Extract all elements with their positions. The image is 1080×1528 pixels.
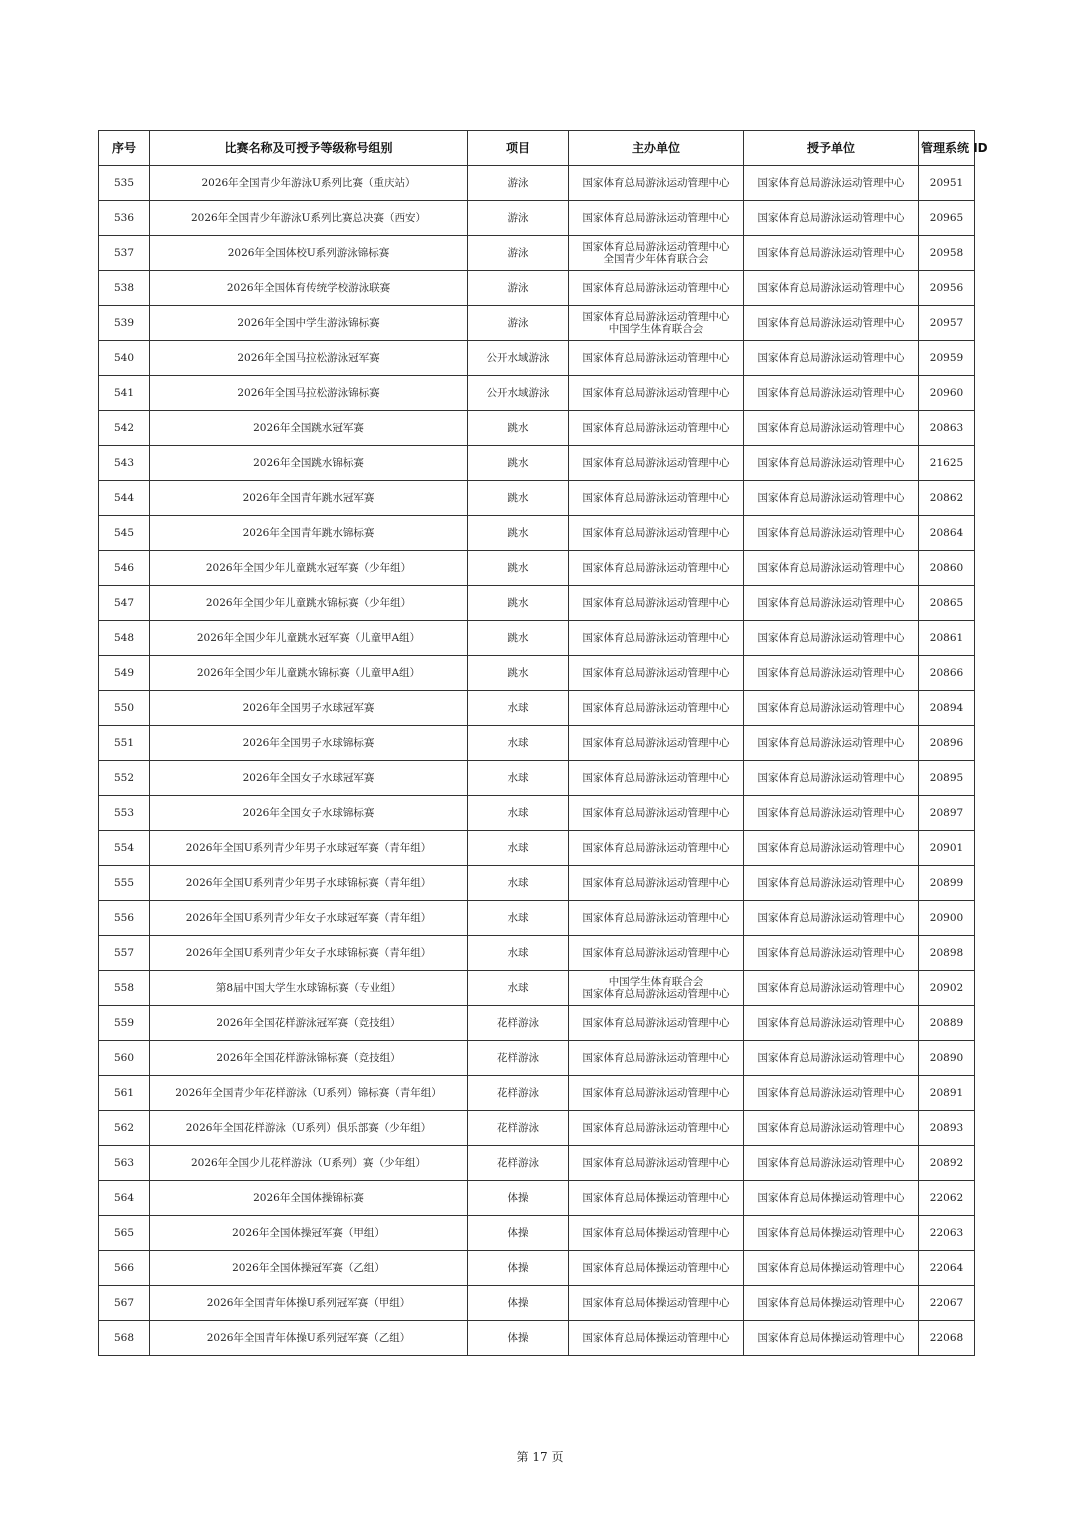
table-row [99, 796, 975, 831]
cell-system-id: 20902 [919, 971, 975, 1006]
cell-grantor: 国家体育总局游泳运动管理中心 [744, 201, 919, 236]
cell-system-id: 20862 [919, 481, 975, 516]
cell-grantor: 国家体育总局游泳运动管理中心 [744, 1006, 919, 1041]
cell-name: 2026年全国U系列青少年男子水球锦标赛（青年组） [150, 866, 468, 901]
organizer-line: 国家体育总局游泳运动管理中心 [582, 702, 730, 714]
cell-organizer [569, 1111, 744, 1146]
cell-organizer [569, 481, 744, 516]
table-row [99, 1251, 975, 1286]
cell-organizer [569, 306, 744, 341]
header-grantor: 授予单位 [744, 131, 919, 166]
cell-name: 2026年全国女子水球锦标赛 [150, 796, 468, 831]
cell-grantor: 国家体育总局游泳运动管理中心 [744, 761, 919, 796]
cell-seq: 535 [99, 166, 150, 201]
organizer-line: 国家体育总局游泳运动管理中心 [582, 282, 730, 294]
cell-name: 2026年全国跳水冠军赛 [150, 411, 468, 446]
cell-name: 2026年全国花样游泳锦标赛（竞技组） [150, 1041, 468, 1076]
cell-name: 2026年全国体操冠军赛（甲组） [150, 1216, 468, 1251]
cell-event: 体操 [468, 1216, 569, 1251]
table-row [99, 1111, 975, 1146]
cell-system-id: 20895 [919, 761, 975, 796]
cell-system-id: 20901 [919, 831, 975, 866]
cell-seq: 542 [99, 411, 150, 446]
cell-organizer [569, 726, 744, 761]
cell-system-id: 20894 [919, 691, 975, 726]
cell-grantor: 国家体育总局游泳运动管理中心 [744, 831, 919, 866]
organizer-line: 国家体育总局游泳运动管理中心 [582, 1122, 730, 1134]
cell-seq: 547 [99, 586, 150, 621]
organizer-line: 国家体育总局游泳运动管理中心 [582, 311, 730, 323]
cell-organizer [569, 411, 744, 446]
cell-event: 跳水 [468, 446, 569, 481]
table-row [99, 866, 975, 901]
table-row [99, 551, 975, 586]
organizer-line: 国家体育总局游泳运动管理中心 [582, 737, 730, 749]
organizer-line: 国家体育总局游泳运动管理中心 [582, 1087, 730, 1099]
header-system-id-line2: ID [973, 141, 988, 155]
cell-grantor: 国家体育总局游泳运动管理中心 [744, 971, 919, 1006]
cell-system-id: 20866 [919, 656, 975, 691]
cell-system-id: 22067 [919, 1286, 975, 1321]
table-row [99, 586, 975, 621]
cell-seq: 552 [99, 761, 150, 796]
table-row [99, 726, 975, 761]
cell-system-id: 20865 [919, 586, 975, 621]
table-row [99, 656, 975, 691]
cell-name: 2026年全国少年儿童跳水冠军赛（少年组） [150, 551, 468, 586]
header-seq: 序号 [99, 131, 150, 166]
cell-seq: 549 [99, 656, 150, 691]
cell-system-id: 20959 [919, 341, 975, 376]
organizer-line: 国家体育总局游泳运动管理中心 [582, 492, 730, 504]
organizer-line: 国家体育总局游泳运动管理中心 [582, 947, 730, 959]
cell-seq: 546 [99, 551, 150, 586]
cell-name: 2026年全国体操冠军赛（乙组） [150, 1251, 468, 1286]
cell-seq: 555 [99, 866, 150, 901]
cell-seq: 545 [99, 516, 150, 551]
table-row [99, 1181, 975, 1216]
cell-system-id: 22063 [919, 1216, 975, 1251]
cell-grantor: 国家体育总局游泳运动管理中心 [744, 236, 919, 271]
table-row [99, 446, 975, 481]
cell-event: 水球 [468, 831, 569, 866]
cell-name: 2026年全国花样游泳（U系列）俱乐部赛（少年组） [150, 1111, 468, 1146]
cell-organizer [569, 796, 744, 831]
cell-grantor: 国家体育总局游泳运动管理中心 [744, 271, 919, 306]
organizer-line: 国家体育总局体操运动管理中心 [582, 1227, 730, 1239]
cell-seq: 566 [99, 1251, 150, 1286]
cell-event: 游泳 [468, 201, 569, 236]
table-row [99, 236, 975, 271]
cell-organizer [569, 376, 744, 411]
cell-grantor: 国家体育总局游泳运动管理中心 [744, 341, 919, 376]
cell-event: 公开水域游泳 [468, 341, 569, 376]
table-row [99, 1006, 975, 1041]
table-row [99, 1076, 975, 1111]
cell-grantor: 国家体育总局游泳运动管理中心 [744, 481, 919, 516]
organizer-line: 国家体育总局游泳运动管理中心 [582, 772, 730, 784]
organizer-line: 国家体育总局游泳运动管理中心 [582, 1017, 730, 1029]
cell-grantor: 国家体育总局游泳运动管理中心 [744, 691, 919, 726]
cell-organizer [569, 901, 744, 936]
cell-system-id: 21625 [919, 446, 975, 481]
cell-organizer [569, 656, 744, 691]
cell-seq: 537 [99, 236, 150, 271]
cell-seq: 539 [99, 306, 150, 341]
cell-seq: 567 [99, 1286, 150, 1321]
cell-event: 游泳 [468, 166, 569, 201]
cell-system-id: 20958 [919, 236, 975, 271]
cell-event: 水球 [468, 761, 569, 796]
table-body [99, 166, 975, 1356]
cell-organizer [569, 1181, 744, 1216]
table-row [99, 166, 975, 201]
cell-system-id: 22068 [919, 1321, 975, 1356]
cell-system-id: 20889 [919, 1006, 975, 1041]
cell-organizer [569, 1321, 744, 1356]
table-row [99, 306, 975, 341]
cell-grantor: 国家体育总局游泳运动管理中心 [744, 866, 919, 901]
cell-organizer [569, 936, 744, 971]
cell-event: 花样游泳 [468, 1041, 569, 1076]
organizer-line: 中国学生体育联合会 [608, 323, 704, 335]
cell-event: 公开水域游泳 [468, 376, 569, 411]
table-row [99, 271, 975, 306]
table-row [99, 411, 975, 446]
organizer-line: 国家体育总局游泳运动管理中心 [582, 387, 730, 399]
cell-seq: 544 [99, 481, 150, 516]
cell-name: 2026年全国青少年游泳U系列比赛（重庆站） [150, 166, 468, 201]
cell-event: 跳水 [468, 586, 569, 621]
header-system-id [919, 131, 988, 166]
cell-organizer [569, 1146, 744, 1181]
cell-organizer [569, 271, 744, 306]
cell-grantor: 国家体育总局游泳运动管理中心 [744, 446, 919, 481]
cell-organizer [569, 341, 744, 376]
cell-organizer [569, 586, 744, 621]
cell-name: 2026年全国青年跳水冠军赛 [150, 481, 468, 516]
cell-event: 游泳 [468, 271, 569, 306]
cell-name: 第8届中国大学生水球锦标赛（专业组） [150, 971, 468, 1006]
cell-seq: 551 [99, 726, 150, 761]
cell-seq: 565 [99, 1216, 150, 1251]
cell-organizer [569, 201, 744, 236]
cell-grantor: 国家体育总局体操运动管理中心 [744, 1181, 919, 1216]
cell-seq: 560 [99, 1041, 150, 1076]
cell-system-id: 20965 [919, 201, 975, 236]
organizer-line: 国家体育总局游泳运动管理中心 [582, 562, 730, 574]
cell-event: 水球 [468, 796, 569, 831]
cell-event: 水球 [468, 936, 569, 971]
cell-event: 跳水 [468, 516, 569, 551]
organizer-line: 国家体育总局游泳运动管理中心 [582, 241, 730, 253]
organizer-line: 国家体育总局游泳运动管理中心 [582, 1052, 730, 1064]
cell-name: 2026年全国女子水球冠军赛 [150, 761, 468, 796]
cell-name: 2026年全国青年跳水锦标赛 [150, 516, 468, 551]
cell-organizer [569, 446, 744, 481]
table-row [99, 621, 975, 656]
table-row [99, 831, 975, 866]
organizer-line: 国家体育总局游泳运动管理中心 [582, 1157, 730, 1169]
cell-organizer [569, 691, 744, 726]
page-number: 第 17 页 [516, 1450, 564, 1464]
cell-organizer [569, 1076, 744, 1111]
cell-grantor: 国家体育总局游泳运动管理中心 [744, 1041, 919, 1076]
cell-event: 体操 [468, 1181, 569, 1216]
organizer-line: 国家体育总局游泳运动管理中心 [582, 842, 730, 854]
cell-seq: 562 [99, 1111, 150, 1146]
cell-seq: 563 [99, 1146, 150, 1181]
cell-event: 花样游泳 [468, 1111, 569, 1146]
organizer-line: 国家体育总局游泳运动管理中心 [582, 807, 730, 819]
table-row [99, 1216, 975, 1251]
cell-seq: 536 [99, 201, 150, 236]
cell-organizer [569, 621, 744, 656]
cell-grantor: 国家体育总局体操运动管理中心 [744, 1286, 919, 1321]
cell-grantor: 国家体育总局游泳运动管理中心 [744, 936, 919, 971]
cell-grantor: 国家体育总局体操运动管理中心 [744, 1321, 919, 1356]
organizer-line: 国家体育总局游泳运动管理中心 [582, 632, 730, 644]
cell-name: 2026年全国中学生游泳锦标赛 [150, 306, 468, 341]
cell-name: 2026年全国体操锦标赛 [150, 1181, 468, 1216]
cell-name: 2026年全国青少年游泳U系列比赛总决赛（西安） [150, 201, 468, 236]
cell-organizer [569, 831, 744, 866]
cell-organizer [569, 1006, 744, 1041]
organizer-line: 国家体育总局游泳运动管理中心 [582, 212, 730, 224]
cell-name: 2026年全国青少年花样游泳（U系列）锦标赛（青年组） [150, 1076, 468, 1111]
cell-event: 跳水 [468, 621, 569, 656]
organizer-line: 中国学生体育联合会 [608, 976, 704, 988]
organizer-line: 国家体育总局游泳运动管理中心 [582, 877, 730, 889]
cell-event: 花样游泳 [468, 1076, 569, 1111]
cell-seq: 553 [99, 796, 150, 831]
cell-organizer [569, 551, 744, 586]
cell-seq: 554 [99, 831, 150, 866]
organizer-line: 国家体育总局游泳运动管理中心 [582, 352, 730, 364]
cell-system-id: 20951 [919, 166, 975, 201]
cell-name: 2026年全国青年体操U系列冠军赛（甲组） [150, 1286, 468, 1321]
cell-event: 体操 [468, 1321, 569, 1356]
table-row [99, 936, 975, 971]
cell-grantor: 国家体育总局游泳运动管理中心 [744, 796, 919, 831]
cell-organizer [569, 1251, 744, 1286]
table-row [99, 761, 975, 796]
table-header-row [99, 131, 975, 166]
cell-event: 体操 [468, 1286, 569, 1321]
cell-event: 花样游泳 [468, 1146, 569, 1181]
cell-seq: 541 [99, 376, 150, 411]
cell-grantor: 国家体育总局游泳运动管理中心 [744, 411, 919, 446]
cell-system-id: 20956 [919, 271, 975, 306]
cell-system-id: 20860 [919, 551, 975, 586]
cell-name: 2026年全国U系列青少年女子水球冠军赛（青年组） [150, 901, 468, 936]
cell-system-id: 20864 [919, 516, 975, 551]
cell-organizer [569, 761, 744, 796]
cell-grantor: 国家体育总局游泳运动管理中心 [744, 621, 919, 656]
cell-system-id: 20890 [919, 1041, 975, 1076]
table-row [99, 1146, 975, 1181]
organizer-line: 国家体育总局体操运动管理中心 [582, 1332, 730, 1344]
cell-grantor: 国家体育总局游泳运动管理中心 [744, 726, 919, 761]
cell-grantor: 国家体育总局游泳运动管理中心 [744, 166, 919, 201]
cell-seq: 550 [99, 691, 150, 726]
cell-grantor: 国家体育总局游泳运动管理中心 [744, 376, 919, 411]
cell-event: 水球 [468, 691, 569, 726]
cell-system-id: 20896 [919, 726, 975, 761]
cell-name: 2026年全国体育传统学校游泳联赛 [150, 271, 468, 306]
cell-system-id: 20861 [919, 621, 975, 656]
cell-name: 2026年全国少儿花样游泳（U系列）赛（少年组） [150, 1146, 468, 1181]
cell-event: 跳水 [468, 481, 569, 516]
cell-event: 水球 [468, 901, 569, 936]
cell-name: 2026年全国少年儿童跳水锦标赛（少年组） [150, 586, 468, 621]
table-row [99, 901, 975, 936]
cell-name: 2026年全国花样游泳冠军赛（竞技组） [150, 1006, 468, 1041]
table-row [99, 481, 975, 516]
header-system-id-line1: 管理系统 [921, 141, 970, 155]
organizer-line: 国家体育总局游泳运动管理中心 [582, 667, 730, 679]
table-row [99, 201, 975, 236]
organizer-line: 国家体育总局体操运动管理中心 [582, 1297, 730, 1309]
cell-seq: 538 [99, 271, 150, 306]
cell-name: 2026年全国U系列青少年女子水球锦标赛（青年组） [150, 936, 468, 971]
organizer-line: 国家体育总局游泳运动管理中心 [582, 177, 730, 189]
cell-name: 2026年全国体校U系列游泳锦标赛 [150, 236, 468, 271]
cell-seq: 556 [99, 901, 150, 936]
cell-name: 2026年全国青年体操U系列冠军赛（乙组） [150, 1321, 468, 1356]
cell-seq: 559 [99, 1006, 150, 1041]
cell-event: 跳水 [468, 656, 569, 691]
cell-grantor: 国家体育总局游泳运动管理中心 [744, 1146, 919, 1181]
organizer-line: 国家体育总局游泳运动管理中心 [582, 422, 730, 434]
cell-grantor: 国家体育总局游泳运动管理中心 [744, 1076, 919, 1111]
organizer-line: 国家体育总局游泳运动管理中心 [582, 912, 730, 924]
table-row [99, 341, 975, 376]
cell-event: 花样游泳 [468, 1006, 569, 1041]
table-row [99, 376, 975, 411]
cell-event: 体操 [468, 1251, 569, 1286]
cell-organizer [569, 866, 744, 901]
cell-organizer [569, 236, 744, 271]
header-event: 项目 [468, 131, 569, 166]
cell-seq: 564 [99, 1181, 150, 1216]
cell-name: 2026年全国少年儿童跳水冠军赛（儿童甲A组） [150, 621, 468, 656]
organizer-line: 国家体育总局游泳运动管理中心 [582, 597, 730, 609]
cell-grantor: 国家体育总局游泳运动管理中心 [744, 656, 919, 691]
cell-name: 2026年全国男子水球锦标赛 [150, 726, 468, 761]
cell-name: 2026年全国马拉松游泳冠军赛 [150, 341, 468, 376]
cell-organizer [569, 971, 744, 1006]
cell-event: 游泳 [468, 236, 569, 271]
cell-grantor: 国家体育总局游泳运动管理中心 [744, 306, 919, 341]
cell-seq: 543 [99, 446, 150, 481]
cell-grantor: 国家体育总局游泳运动管理中心 [744, 901, 919, 936]
cell-organizer [569, 1041, 744, 1076]
cell-system-id: 20960 [919, 376, 975, 411]
cell-event: 跳水 [468, 551, 569, 586]
cell-event: 游泳 [468, 306, 569, 341]
table-row [99, 516, 975, 551]
cell-seq: 558 [99, 971, 150, 1006]
table-row [99, 971, 975, 1006]
cell-grantor: 国家体育总局游泳运动管理中心 [744, 516, 919, 551]
cell-seq: 561 [99, 1076, 150, 1111]
cell-system-id: 20891 [919, 1076, 975, 1111]
cell-name: 2026年全国跳水锦标赛 [150, 446, 468, 481]
cell-seq: 540 [99, 341, 150, 376]
cell-event: 跳水 [468, 411, 569, 446]
table-row [99, 1286, 975, 1321]
cell-organizer [569, 1286, 744, 1321]
cell-name: 2026年全国男子水球冠军赛 [150, 691, 468, 726]
table-row [99, 1041, 975, 1076]
cell-seq: 568 [99, 1321, 150, 1356]
cell-system-id: 22064 [919, 1251, 975, 1286]
organizer-line: 国家体育总局体操运动管理中心 [582, 1192, 730, 1204]
header-name: 比赛名称及可授予等级称号组别 [150, 131, 468, 166]
header-organizer: 主办单位 [569, 131, 744, 166]
cell-grantor: 国家体育总局游泳运动管理中心 [744, 1111, 919, 1146]
cell-system-id: 22062 [919, 1181, 975, 1216]
cell-system-id: 20957 [919, 306, 975, 341]
cell-system-id: 20900 [919, 901, 975, 936]
organizer-line: 国家体育总局体操运动管理中心 [582, 1262, 730, 1274]
cell-seq: 557 [99, 936, 150, 971]
cell-grantor: 国家体育总局游泳运动管理中心 [744, 551, 919, 586]
cell-system-id: 20892 [919, 1146, 975, 1181]
cell-event: 水球 [468, 866, 569, 901]
organizer-line: 国家体育总局游泳运动管理中心 [582, 988, 730, 1000]
cell-name: 2026年全国U系列青少年男子水球冠军赛（青年组） [150, 831, 468, 866]
cell-grantor: 国家体育总局体操运动管理中心 [744, 1251, 919, 1286]
competition-table [98, 130, 988, 1356]
cell-system-id: 20897 [919, 796, 975, 831]
cell-seq: 548 [99, 621, 150, 656]
cell-organizer [569, 1216, 744, 1251]
cell-grantor: 国家体育总局体操运动管理中心 [744, 1216, 919, 1251]
organizer-line: 国家体育总局游泳运动管理中心 [582, 457, 730, 469]
organizer-line: 国家体育总局游泳运动管理中心 [582, 527, 730, 539]
cell-grantor: 国家体育总局游泳运动管理中心 [744, 586, 919, 621]
cell-system-id: 20893 [919, 1111, 975, 1146]
table-row [99, 691, 975, 726]
cell-event: 水球 [468, 726, 569, 761]
organizer-line: 全国青少年体育联合会 [603, 253, 709, 265]
table-row [99, 1321, 975, 1356]
cell-event: 水球 [468, 971, 569, 1006]
cell-system-id: 20898 [919, 936, 975, 971]
cell-system-id: 20863 [919, 411, 975, 446]
cell-organizer [569, 516, 744, 551]
cell-name: 2026年全国少年儿童跳水锦标赛（儿童甲A组） [150, 656, 468, 691]
cell-name: 2026年全国马拉松游泳锦标赛 [150, 376, 468, 411]
cell-organizer [569, 166, 744, 201]
cell-system-id: 20899 [919, 866, 975, 901]
